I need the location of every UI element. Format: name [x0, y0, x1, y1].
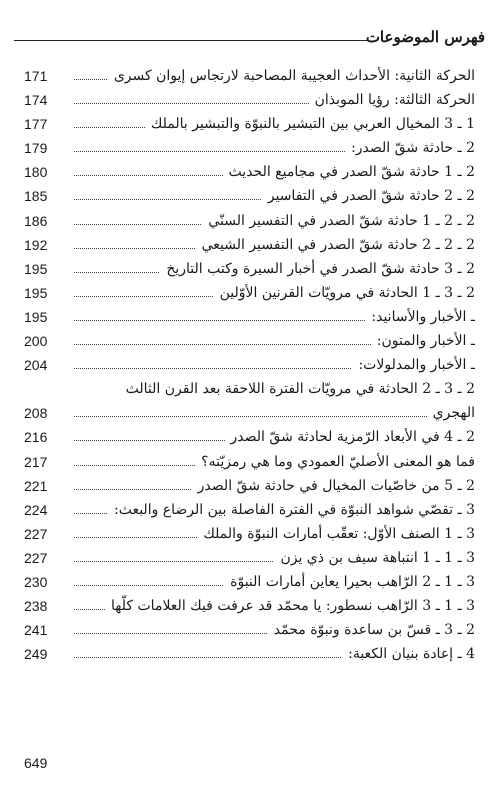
toc-entry [24, 425, 475, 449]
toc-page-number: 221 [24, 477, 48, 494]
toc-page-number: 249 [24, 646, 48, 663]
toc-entry [24, 522, 475, 546]
toc-entry [24, 570, 475, 594]
toc-page-number: 177 [24, 116, 48, 133]
toc-entry-title: 1 ـ 3 المخيال العربي بين التبشير بالنبوّة والتبشير بالملك [145, 112, 475, 136]
toc-page-number: 238 [24, 598, 48, 615]
toc-entry-title: 2 ـ حادثة شقّ الصدر: [345, 136, 475, 160]
page-header [14, 28, 485, 50]
toc-entry-title: 3 ـ 1 الصنف الأوّل: تعقّب أمارات النبوّة والملك [197, 522, 475, 546]
toc-entry-title: 2 ـ 2 حادثة شقّ الصدر في التفاسير [262, 184, 475, 208]
toc-entry [24, 233, 475, 257]
toc-page-number: 185 [24, 188, 48, 205]
toc-entry-title: 2 ـ 3 ـ 2 الحادثة في مرويّات الفترة اللاحقة بعد القرن الثالث [120, 377, 475, 401]
toc-page-number: 230 [24, 573, 48, 590]
toc-page-number: 200 [24, 333, 48, 350]
toc-entry [24, 160, 475, 184]
toc-entry-title: الهجري [427, 401, 475, 425]
toc-page-number: 192 [24, 236, 48, 253]
toc-page-number: 208 [24, 405, 48, 422]
toc-page-number: 241 [24, 622, 48, 639]
toc-entry-title: 2 ـ 2 ـ 1 حادثة شقّ الصدر في التفسير السنّي [202, 209, 475, 233]
toc-page-number: 179 [24, 140, 48, 157]
toc-page-number: 171 [24, 68, 48, 84]
toc-page-number: 217 [24, 453, 48, 470]
toc-entry [24, 184, 475, 208]
toc-entry-title: 3 ـ تقصّي شواهد النبوّة في الفترة الفاصلة بين الرضاع والبعث: [108, 498, 475, 522]
toc-entry [24, 377, 475, 401]
toc-entry-title: ـ الأخبار والمدلولات: [352, 353, 475, 377]
toc-entry-title: 2 ـ 3 حادثة شقّ الصدر في أخبار السيرة وكتب التاريخ [160, 257, 475, 281]
toc-page-number: 180 [24, 164, 48, 181]
toc-entry-title: 2 ـ 5 من خاصّيات المخيال في حادثة شقّ الصدر [192, 474, 475, 498]
toc-entry [24, 136, 475, 160]
toc-entry-title: 3 ـ 1 ـ 2 الرّاهب بحيرا يعاين أمارات النبوّة [224, 570, 475, 594]
toc-entry [24, 64, 475, 88]
toc-entry-title: 2 ـ 3 ـ قسّ بن ساعدة ونبوّة محمّد [268, 618, 475, 642]
toc-entry-title: الحركة الثالثة: رؤيا الموبذان [309, 88, 475, 112]
toc-entry-title: ـ الأخبار والمتون: [371, 329, 475, 353]
toc-entry [24, 88, 475, 112]
toc-entry [24, 450, 475, 474]
toc-entry [24, 474, 475, 498]
toc-entry [24, 281, 475, 305]
toc-entry-title: 3 ـ 1 ـ 1 انتباهة سيف بن ذي يزن [274, 546, 475, 570]
toc-entry-title: الحركة الثانية: الأحداث العجيبة المصاحبة لارتجاس إيوان كسرى [108, 64, 475, 88]
toc-page-number: 186 [24, 212, 48, 229]
header-rule [14, 40, 367, 41]
toc-entry [24, 209, 475, 233]
page-number: 649 [24, 755, 48, 771]
toc-page-number: 227 [24, 525, 48, 542]
toc-entry [24, 498, 475, 522]
toc-page-number: 227 [24, 549, 48, 566]
toc-page-number: 204 [24, 357, 48, 374]
toc-entry [24, 257, 475, 281]
toc-page-number: 195 [24, 308, 48, 325]
toc-page-number: 216 [24, 429, 48, 446]
toc-page-number: 174 [24, 92, 48, 109]
toc-entry-title: 2 ـ 3 ـ 1 الحادثة في مرويّات القرنين الأوّلين [214, 281, 475, 305]
toc-entry-title: 3 ـ 1 ـ 3 الرّاهب نسطور: يا محمّد قد عرفت فيك العلامات كلّها [105, 594, 475, 618]
toc-entry [24, 112, 475, 136]
table-of-contents [24, 64, 475, 666]
toc-entry-title: 2 ـ 1 حادثة شقّ الصدر في مجاميع الحديث [223, 160, 475, 184]
toc-entry [24, 546, 475, 570]
toc-entry [24, 618, 475, 642]
toc-entry-title: ـ الأخبار والأسانيد: [365, 305, 475, 329]
toc-entry-title: 2 ـ 4 في الأبعاد الرّمزية لحادثة شقّ الصدر [225, 425, 475, 449]
toc-entry [24, 594, 475, 618]
toc-entry [24, 329, 475, 353]
toc-page-number: 195 [24, 260, 48, 277]
toc-entry [24, 305, 475, 329]
toc-page-number: 224 [24, 501, 48, 518]
toc-entry [24, 353, 475, 377]
toc-entry-title: فما هو المعنى الأصليّ العمودي وما هي رمزيّته؟ [195, 450, 475, 474]
toc-entry-title: 2 ـ 2 ـ 2 حادثة شقّ الصدر في التفسير الشيعي [196, 233, 475, 257]
toc-entry [24, 401, 475, 425]
page-title: فهرس الموضوعات [365, 28, 485, 46]
toc-entry-title: 4 ـ إعادة بنيان الكعبة: [342, 642, 475, 666]
toc-page-number: 195 [24, 284, 48, 301]
toc-entry [24, 642, 475, 666]
